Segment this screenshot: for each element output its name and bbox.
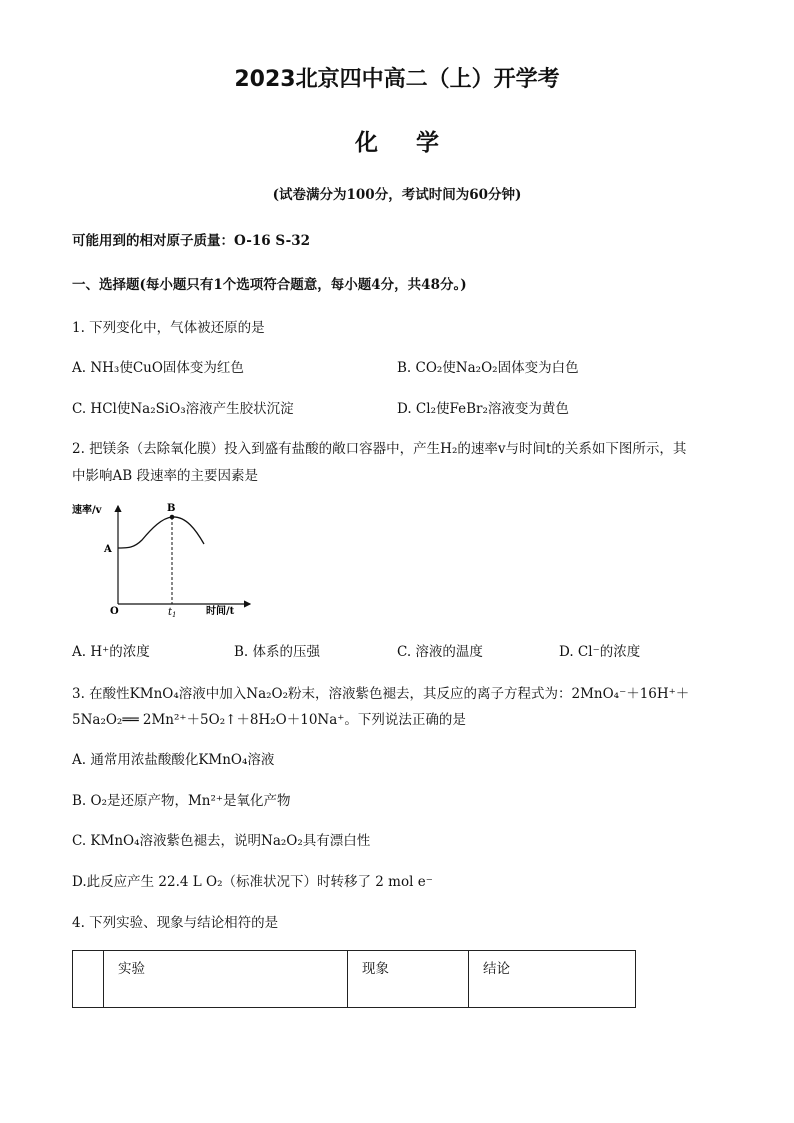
table-header-experiment: 实验 bbox=[104, 951, 348, 1008]
y-axis-label: 速率/v bbox=[72, 505, 102, 516]
page-title: 2023北京四中高二（上）开学考 bbox=[234, 67, 560, 92]
x-axis-label: 时间/t bbox=[206, 606, 235, 617]
t1-label: $t_1$ bbox=[168, 607, 177, 619]
q3-option-b: B. O₂是还原产物，Mn²⁺是氧化产物 bbox=[72, 793, 291, 809]
q4-table bbox=[72, 950, 636, 1008]
q3-option-d: D.此反应产生 22.4 L O₂（标准状况下）时转移了 2 mol e⁻ bbox=[72, 874, 433, 890]
rate-curve bbox=[118, 517, 204, 548]
section-heading: 一、选择题(每小题只有1个选项符合题意，每小题4分，共48分。) bbox=[72, 277, 467, 293]
q3-option-c: C. KMnO₄溶液紫色褪去，说明Na₂O₂具有漂白性 bbox=[72, 833, 371, 849]
q2-option-d: D. Cl⁻的浓度 bbox=[559, 644, 641, 660]
table-header-row bbox=[73, 951, 636, 1008]
q2-option-c: C. 溶液的温度 bbox=[397, 644, 483, 660]
table-header-conclusion: 结论 bbox=[469, 951, 636, 1008]
q3-stem-line2: 5Na₂O₂══ 2Mn²⁺＋5O₂↑＋8H₂O＋10Na⁺。下列说法正确的是 bbox=[72, 712, 466, 728]
exam-note: (试卷满分为100分，考试时间为60分钟) bbox=[272, 187, 522, 203]
q4-stem: 4. 下列实验、现象与结论相符的是 bbox=[72, 915, 279, 931]
q1-option-b: B. CO₂使Na₂O₂固体变为白色 bbox=[397, 360, 579, 376]
q3-option-a: A. 通常用浓盐酸酸化KMnO₄溶液 bbox=[72, 752, 275, 768]
q2-option-b: B. 体系的压强 bbox=[234, 644, 321, 660]
atomic-masses: 可能用到的相对原子质量：O-16 S-32 bbox=[72, 233, 310, 249]
q2-stem-line2: 中影响AB 段速率的主要因素是 bbox=[72, 468, 258, 484]
point-b-label: B bbox=[167, 503, 176, 514]
table-header-index bbox=[73, 951, 104, 1008]
q2-option-a: A. H⁺的浓度 bbox=[72, 644, 150, 660]
q1-option-a: A. NH₃使CuO固体变为红色 bbox=[72, 360, 244, 376]
rate-time-graph bbox=[68, 500, 258, 620]
subject-title: 化学 bbox=[355, 130, 477, 156]
point-a-label: A bbox=[104, 544, 112, 555]
q3-stem-line1: 3. 在酸性KMnO₄溶液中加入Na₂O₂粉末，溶液紫色褪去，其反应的离子方程式为：2MnO₄⁻＋16H⁺＋ bbox=[72, 686, 690, 702]
q1-stem: 1. 下列变化中，气体被还原的是 bbox=[72, 320, 265, 336]
q1-option-d: D. Cl₂使FeBr₂溶液变为黄色 bbox=[397, 401, 569, 417]
table-header-phenomenon: 现象 bbox=[348, 951, 469, 1008]
point-b-marker bbox=[170, 515, 175, 520]
origin-label: O bbox=[110, 606, 119, 617]
q1-option-c: C. HCl使Na₂SiO₃溶液产生胶状沉淀 bbox=[72, 401, 294, 417]
q2-stem-line1: 2. 把镁条（去除氧化膜）投入到盛有盐酸的敞口容器中，产生H₂的速率v与时间t的关系如下图所示，其 bbox=[72, 441, 687, 457]
